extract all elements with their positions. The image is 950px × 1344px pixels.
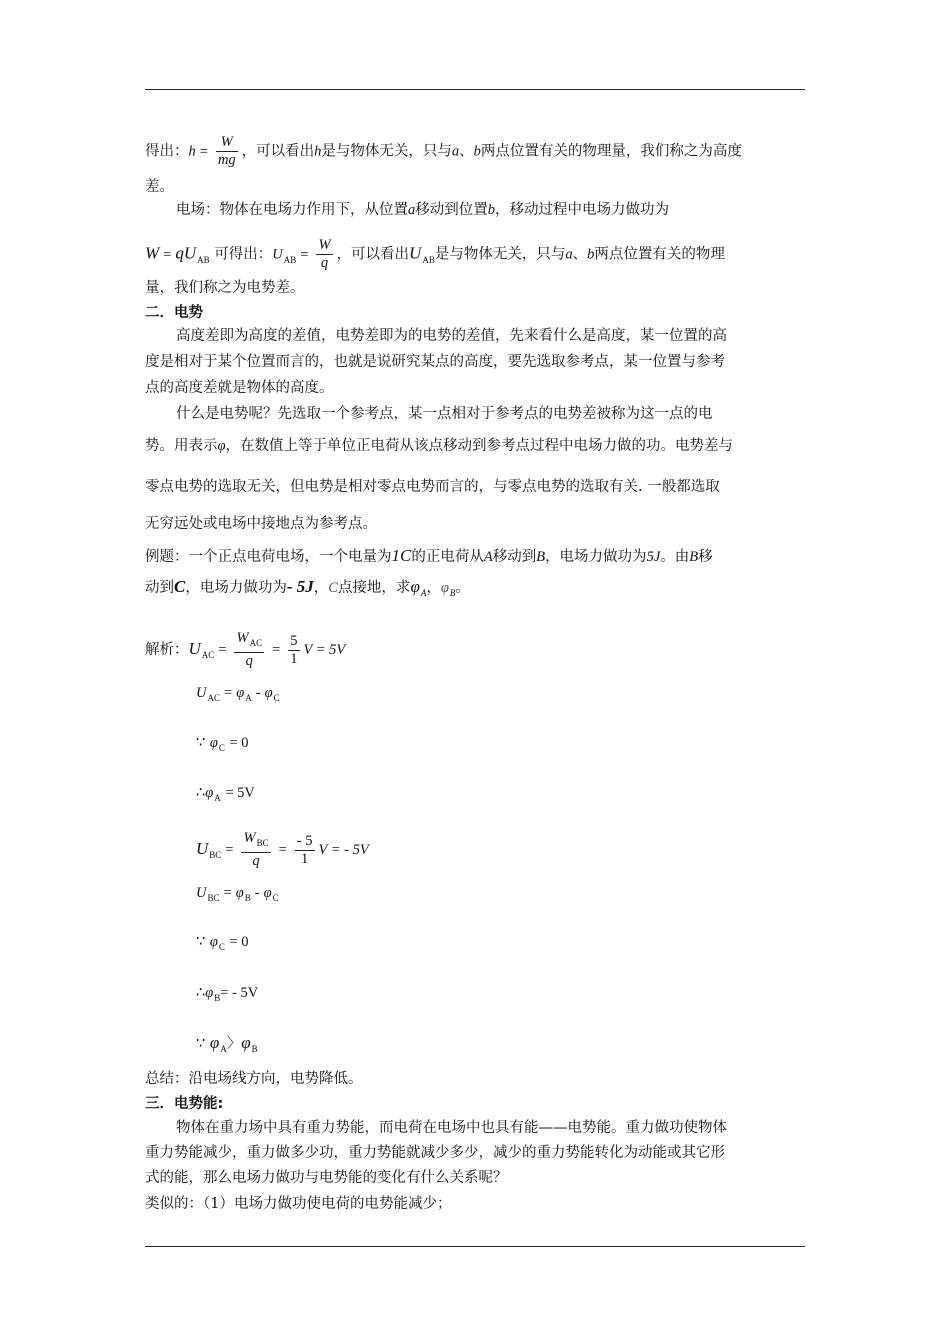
text-line: $W = qU_{AB}$ 可得出：$U_{AB}$ = $\frac{W}{q}$ ，可以看出$U_{AB}$是与物体无关，只与a、b两点位置有关的物理 xyxy=(145,237,725,271)
solution-step: $U_{AC} = \varphi_A - \varphi_C$ xyxy=(196,685,280,703)
footer-rule xyxy=(145,1246,805,1247)
solution-step: $U_{BC}$ = $W_{BC}$ q = $\frac{- 5}{1}$ V = - 5V xyxy=(196,830,369,869)
fraction-wbc-over-q: $W_{BC}$ q xyxy=(243,830,269,869)
section-heading: 二．电势 xyxy=(145,305,203,321)
text-line: 什么是电势呢？先选取一个参考点，某一点相对于参考点的电势差被称为这一点的电 xyxy=(176,406,713,422)
text-line: 零点电势的选取无关，但电势是相对零点电势而言的，与零点电势的选取有关. 一般都选取 xyxy=(145,479,720,495)
fraction-w-over-mg: $\frac{W}{mg}$ xyxy=(217,134,236,168)
solution-step: $U_{BC} = \varphi_B - \varphi_C$ xyxy=(196,885,279,903)
text-line: 重力势能减少，重力做多少功，重力势能就减少多少，减少的重力势能转化为动能或其它形 xyxy=(145,1145,725,1161)
header-rule xyxy=(145,89,805,90)
text-line: 高度差即为高度的差值，电势差即为的电势的差值，先来看什么是高度，某一位置的高 xyxy=(176,328,727,344)
fraction-wac-over-q: $W_{AC}$ q xyxy=(236,630,263,669)
text-line: 势。用表示φ，在数值上等于单位正电荷从该点移动到参考点过程中电场力做的功。电势差与 xyxy=(145,438,734,454)
text-line: 类似的：（1）电场力做功使电荷的电势能减少； xyxy=(145,1196,452,1212)
text-line: 物体在重力场中具有重力势能，而电荷在电场中也具有能——电势能。重力做功使物体 xyxy=(176,1120,727,1136)
fraction-w-over-q: $\frac{W}{q}$ xyxy=(318,237,331,271)
example-line: 动到C，电场力做功为- 5J，C点接地，求$\varphi_A$，$\varphi_B$。 xyxy=(145,577,470,598)
text-line: 无穷远处或电场中接地点为参考点。 xyxy=(145,516,377,532)
text-line: 式的能，那么电场力做功与电势能的变化有什么关系呢？ xyxy=(145,1170,508,1186)
text-line: 电场：物体在电场力作用下，从位置a移动到位置b，移动过程中电场力做功为 xyxy=(176,202,669,218)
text-line: 点的高度差就是物体的高度。 xyxy=(145,380,334,396)
solution-step: $\therefore\varphi_B= - 5V$ xyxy=(196,985,259,1003)
solution-step: ∵ $\varphi_C = 0$ xyxy=(196,934,249,952)
text-line: 量，我们称之为电势差。 xyxy=(145,280,305,296)
summary-line: 总结：沿电场线方向，电势降低。 xyxy=(145,1071,363,1087)
text-line: 度是相对于某个位置而言的，也就是说研究某点的高度，要先选取参考点，某一位置与参考 xyxy=(145,354,725,370)
solution-step: ∵ $\varphi_C = 0$ xyxy=(196,735,249,753)
fraction-5-over-1: $\frac{5}{1}$ xyxy=(290,632,298,667)
fraction-neg5-over-1: $\frac{- 5}{1}$ xyxy=(296,832,313,867)
example-line: 例题：一个正点电荷电场，一个电量为1C的正电荷从A移动到B，电场力做功为5J。由B移 xyxy=(145,546,713,565)
section-heading: 三．电势能: xyxy=(145,1096,224,1112)
text-line: 差。 xyxy=(145,179,174,195)
solution-step: ∵ $\varphi_A$〉$\varphi_B$ xyxy=(196,1033,258,1054)
text-line: 得出：h = $\frac{W}{mg}$ ，可以看出h是与物体无关，只与a、b两点位置有关的物理量，我们称之为高度 xyxy=(145,134,742,168)
solution-step: $\therefore\varphi_A = 5V$ xyxy=(196,785,255,803)
solution-step: 解析：$U_{AC}$ = $W_{AC}$ q = $\frac{5}{1}$ V = 5V xyxy=(145,630,346,669)
